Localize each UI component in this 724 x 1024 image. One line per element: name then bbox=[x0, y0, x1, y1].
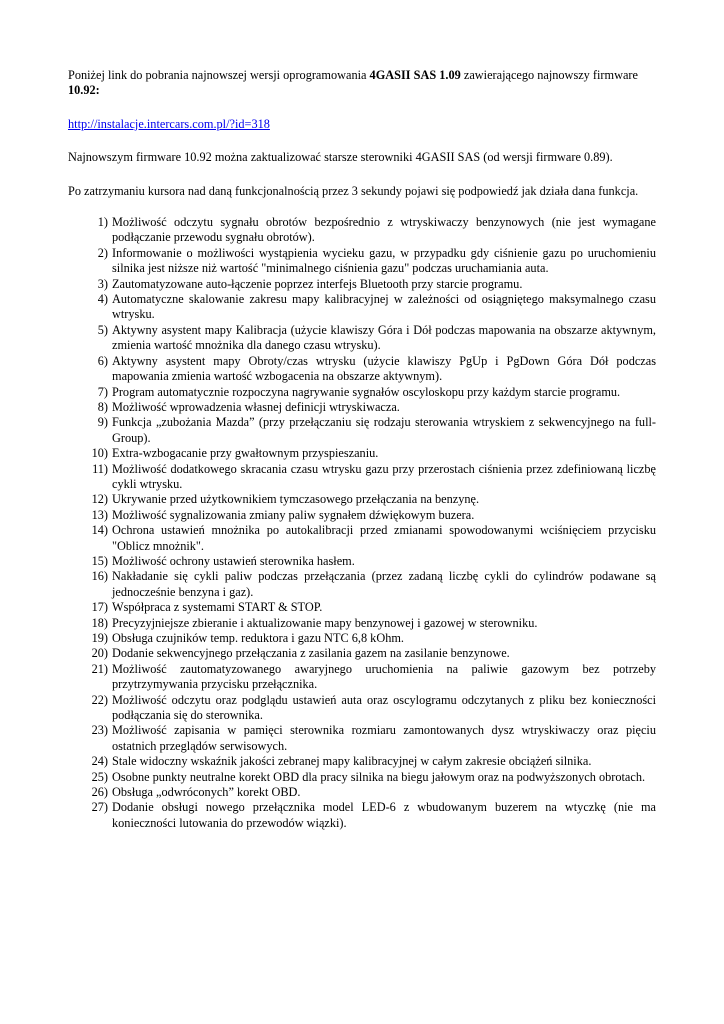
list-item-number: 21) bbox=[91, 661, 108, 676]
list-item bbox=[68, 569, 656, 600]
list-item-number: 11) bbox=[92, 461, 108, 476]
list-item-text: Możliwość odczytu sygnału obrotów bezpośrednio z wtryskiwaczy benzynowych (nie jest wymagane podłączanie przewodu sygnału obrotów). bbox=[112, 215, 656, 245]
list-item-text: Stale widoczny wskaźnik jakości zebranej mapy kalibracyjnej w całym zakresie obciążeń silnika. bbox=[112, 754, 592, 769]
list-item-text: Osobne punkty neutralne korekt OBD dla pracy silnika na biegu jałowym oraz na podwyższonych obrotach. bbox=[112, 769, 646, 784]
list-item-text: Precyzyjniejsze zbieranie i aktualizowanie mapy benzynowej i gazowej w sterowniku. bbox=[112, 615, 538, 630]
list-item-number: 5) bbox=[97, 322, 108, 337]
list-item-text: Automatyczne skalowanie zakresu mapy kalibracyjnej w zależności od osiągniętego maksymalnego czasu wtrysku. bbox=[112, 292, 656, 322]
list-item-text: Ochrona ustawień mnożnika po autokalibracji przed zmianami spowodowanymi wciśnięciem przycisku "Oblicz mnożnik". bbox=[112, 523, 656, 553]
list-item-number: 13) bbox=[91, 507, 108, 522]
list-item-number: 12) bbox=[91, 492, 108, 507]
features-list bbox=[68, 215, 656, 831]
list-item bbox=[68, 446, 656, 461]
list-item-number: 26) bbox=[91, 785, 108, 800]
list-item-number: 9) bbox=[97, 415, 108, 430]
list-item bbox=[68, 354, 656, 385]
list-item bbox=[68, 492, 656, 507]
firmware-version: 10.92: bbox=[68, 83, 100, 98]
list-item-text: Aktywny asystent mapy Kalibracja (użycie klawiszy Góra i Dół podczas mapowania na obszarze aktywnym, zmienia wartość mnożnika dla danego czasu wtrysku). bbox=[112, 322, 656, 353]
list-item bbox=[68, 554, 656, 569]
list-item bbox=[68, 277, 656, 292]
list-item bbox=[68, 508, 656, 523]
list-item-number: 1) bbox=[97, 215, 108, 230]
intro-middle: zawierającego najnowszy firmware bbox=[460, 68, 638, 82]
list-item-number: 7) bbox=[97, 384, 108, 399]
link-paragraph bbox=[68, 117, 656, 132]
intro-prefix: Poniżej link do pobrania najnowszej wersji oprogramowania bbox=[68, 68, 370, 82]
list-item bbox=[68, 246, 656, 277]
list-item-text: Możliwość odczytu oraz podglądu ustawień auta oraz oscylogramu odczytanych z pliku bez konieczności podłączania się do sterownika. bbox=[112, 692, 656, 723]
list-item bbox=[68, 754, 656, 769]
list-item-number: 10) bbox=[91, 446, 108, 461]
list-item bbox=[68, 323, 656, 354]
list-item bbox=[68, 292, 656, 323]
hint-note: Po zatrzymaniu kursora nad daną funkcjonalnością przez 3 sekundy pojawi się podpowiedź jak działa dana funkcja. bbox=[68, 183, 639, 198]
list-item-number: 4) bbox=[97, 292, 108, 307]
list-item-number: 16) bbox=[91, 569, 108, 584]
list-item-text: Możliwość wprowadzenia własnej definicji wtryskiwacza. bbox=[112, 399, 400, 414]
list-item-number: 18) bbox=[91, 615, 108, 630]
list-item bbox=[68, 800, 656, 831]
download-link[interactable]: http://instalacje.intercars.com.pl/?id=318 bbox=[68, 116, 270, 131]
product-name: 4GASII SAS 1.09 bbox=[369, 68, 461, 82]
list-item-text: Dodanie obsługi nowego przełącznika model LED-6 z wbudowanym buzerem na wtyczkę (nie ma konieczności lutowania do przewodów wiązki). bbox=[112, 800, 656, 830]
list-item-text: Informowanie o możliwości wystąpienia wycieku gazu, w przypadku gdy ciśnienie gazu po uruchomieniu silnika jest niższe niż wartość "minimalnego ciśnienia gazu" podczas uruchamiania auta. bbox=[112, 245, 656, 276]
list-item-text: Możliwość zapisania w pamięci sterownika rozmiaru zamontowanych dysz wtryskiwaczy oraz pięciu ostatnich przeglądów serwisowych. bbox=[112, 723, 656, 753]
list-item-number: 22) bbox=[91, 692, 108, 707]
list-item bbox=[68, 785, 656, 800]
list-item bbox=[68, 693, 656, 724]
list-item-text: Możliwość ochrony ustawień sterownika hasłem. bbox=[112, 553, 355, 568]
list-item-number: 23) bbox=[91, 723, 108, 738]
list-item-text: Funkcja „zubożania Mazda” (przy przełączaniu się rodzaju sterowania wtryskiem z sekwencyjnego na full-Group). bbox=[112, 415, 656, 445]
list-item bbox=[68, 600, 656, 615]
list-item-number: 14) bbox=[91, 523, 108, 538]
list-item-text: Extra-wzbogacanie przy gwałtownym przyspieszaniu. bbox=[112, 446, 379, 461]
list-item-text: Program automatycznie rozpoczyna nagrywanie sygnałów oscyloskopu przy każdym starcie programu. bbox=[112, 384, 621, 399]
list-item bbox=[68, 631, 656, 646]
features-list-wrapper bbox=[68, 215, 656, 831]
list-item bbox=[68, 215, 656, 246]
list-item bbox=[68, 462, 656, 493]
list-item-text: Obsługa czujników temp. reduktora i gazu NTC 6,8 kOhm. bbox=[112, 631, 404, 645]
list-item-number: 15) bbox=[91, 553, 108, 568]
list-item bbox=[68, 400, 656, 415]
list-item-text: Nakładanie się cykli paliw podczas przełączania (przez zadaną liczbę cykli do cylindrów podawane są jednocześnie benzyna i gaz). bbox=[112, 569, 656, 599]
list-item-text: Obsługa „odwróconych” korekt OBD. bbox=[112, 785, 301, 800]
list-item-number: 25) bbox=[91, 769, 108, 784]
list-item bbox=[68, 415, 656, 446]
list-item-number: 27) bbox=[91, 800, 108, 815]
list-item bbox=[68, 646, 656, 661]
list-item bbox=[68, 723, 656, 754]
list-item-text: Dodanie sekwencyjnego przełączania z zasilania gazem na zasilanie benzynowe. bbox=[112, 646, 510, 661]
list-item-number: 8) bbox=[97, 399, 108, 414]
list-item-number: 19) bbox=[91, 631, 108, 645]
list-item bbox=[68, 523, 656, 554]
list-item-text: Możliwość sygnalizowania zmiany paliw sygnałem dźwiękowym buzera. bbox=[112, 507, 475, 522]
list-item-text: Ukrywanie przed użytkownikiem tymczasowego przełączania na benzynę. bbox=[112, 492, 480, 507]
list-item-text: Aktywny asystent mapy Obroty/czas wtrysku (użycie klawiszy PgUp i PgDown Góra Dół podczas mapowania zmienia wartość wzbogacenia na obszarze aktywnym). bbox=[112, 353, 656, 384]
list-item-number: 6) bbox=[97, 353, 108, 368]
list-item-text: Możliwość zautomatyzowanego awaryjnego uruchomienia na paliwie gazowym bez potrzeby przytrzymywania przycisku przełącznika. bbox=[112, 661, 656, 692]
intro-paragraph bbox=[68, 68, 656, 99]
list-item-number: 3) bbox=[97, 276, 108, 291]
list-item bbox=[68, 662, 656, 693]
list-item-number: 20) bbox=[91, 646, 108, 661]
list-item-text: Współpraca z systemami START & STOP. bbox=[112, 600, 323, 615]
list-item-number: 2) bbox=[97, 245, 108, 260]
list-item-number: 24) bbox=[91, 754, 108, 769]
list-item bbox=[68, 385, 656, 400]
list-item-text: Możliwość dodatkowego skracania czasu wtrysku gazu przy przerostach ciśnienia przez zdefiniowaną liczbę cykli wtrysku. bbox=[112, 461, 656, 491]
list-item-number: 17) bbox=[91, 600, 108, 615]
list-item-text: Zautomatyzowane auto-łączenie poprzez interfejs Bluetooth przy starcie programu. bbox=[112, 276, 523, 291]
firmware-note: Najnowszym firmware 10.92 można zaktualizować starsze sterowniki 4GASII SAS (od wersji firmware 0.89). bbox=[68, 150, 613, 165]
list-item bbox=[68, 770, 656, 785]
list-item bbox=[68, 616, 656, 631]
